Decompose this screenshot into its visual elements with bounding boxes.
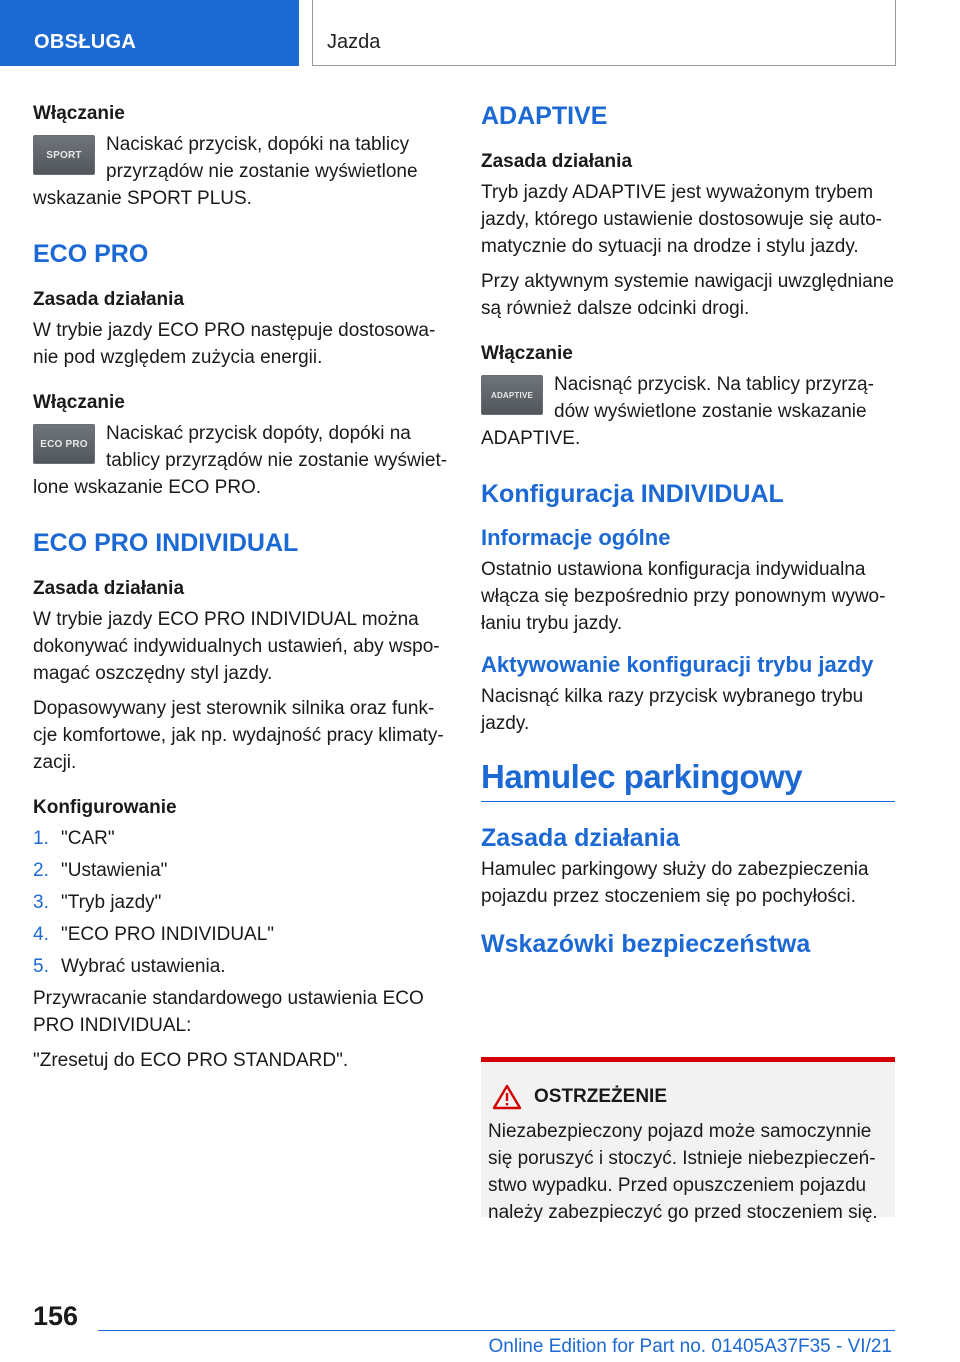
reset-value: "Zresetuj do ECO PRO STANDARD". <box>33 1050 349 1071</box>
warning-header <box>488 1084 887 1110</box>
warning-box <box>481 1057 895 1223</box>
list-number: 4. <box>33 924 49 945</box>
sport-on-text: Naciskać przycisk, dopóki na tablicy przyrządów nie zostanie wyświetlone wskazanie SPORT PLUS. <box>33 134 418 209</box>
safety-notes-title: Wskazówki bezpieczeństwa <box>481 930 811 958</box>
sport-button-label: SPORT <box>46 149 82 161</box>
config-heading: Konfigurowanie <box>33 797 177 818</box>
eco-principle-heading: Zasada działania <box>33 289 185 310</box>
eco-ind-text-2: Dopasowywany jest sterownik silnika oraz funk- cje komfortowe, jak np. wydajność pracy klimaty- zacji. <box>33 698 444 773</box>
adaptive-on-heading: Włączanie <box>481 343 573 364</box>
eco-ind-principle-heading: Zasada działania <box>33 578 185 599</box>
adaptive-principle-heading: Zasada działania <box>481 151 633 172</box>
config-steps-list <box>33 825 448 980</box>
list-number: 1. <box>33 828 49 849</box>
adaptive-on-block <box>481 371 895 452</box>
eco-principle-text: W trybie jazdy ECO PRO następuje dostosowa- nie pod względem zużycia energii. <box>33 320 436 368</box>
list-number: 3. <box>33 892 49 913</box>
eco-pro-button-image <box>33 424 95 464</box>
list-item <box>33 857 448 884</box>
header-chapter-label: Jazda <box>327 31 381 53</box>
sport-on-block <box>33 131 448 212</box>
adaptive-text-2: Przy aktywnym systemie nawigacji uwzględniane są również dalsze odcinki drogi. <box>481 271 894 319</box>
footer-edition: Online Edition for Part no. 01405A37F35 - VI/21 <box>488 1336 892 1357</box>
list-text: "Tryb jazdy" <box>61 892 162 913</box>
list-text: Wybrać ustawienia. <box>61 956 226 977</box>
parking-principle-text: Hamulec parkingowy służy do zabezpieczenia pojazdu przez stoczeniem się po pochyłości. <box>481 859 869 907</box>
eco-on-text: Naciskać przycisk dopóty, dopóki na tablicy przyrządów nie zostanie wyświet- lone wskazanie ECO PRO. <box>33 423 448 498</box>
adaptive-button-image <box>481 375 543 415</box>
parking-brake-title: Hamulec parkingowy <box>481 757 895 802</box>
eco-ind-text-1: W trybie jazdy ECO PRO INDIVIDUAL można dokonywać indywidualnych ustawień, aby wspo- magać oszczędny styl jazdy. <box>33 609 440 684</box>
eco-pro-button-label: ECO PRO <box>40 438 88 450</box>
activate-config-heading: Aktywowanie konfiguracji trybu jazdy <box>481 652 874 677</box>
warning-title: OSTRZEŻENIE <box>534 1086 668 1107</box>
sport-on-heading: Włączanie <box>33 103 125 124</box>
header-section-tab <box>0 0 299 66</box>
list-item <box>33 921 448 948</box>
list-item <box>33 953 448 980</box>
general-info-heading: Informacje ogólne <box>481 525 671 550</box>
warning-text: Niezabezpieczony pojazd może samoczynnie się poruszyć i stoczyć. Istnieje niebezpieczeń- stwo wypadku. Przed opuszczeniem pojazdu należy zabezpieczyć go przed stoczeniem się. <box>488 1121 878 1223</box>
footer-divider <box>98 1330 895 1331</box>
parking-principle-heading: Zasada działania <box>481 824 680 852</box>
adaptive-text-1: Tryb jazdy ADAPTIVE jest wyważonym trybem jazdy, którego ustawienie dostosowuje się auto- matycznie do sytuacji na drodze i stylu jazdy. <box>481 182 882 257</box>
list-item <box>33 825 448 852</box>
list-number: 5. <box>33 956 49 977</box>
adaptive-on-text: Nacisnąć przycisk. Na tablicy przyrzą- dów wyświetlone zostanie wskazanie ADAPTIVE. <box>481 374 874 449</box>
header-chapter-tab <box>312 0 896 66</box>
eco-pro-title: ECO PRO <box>33 240 149 268</box>
activate-config-text: Nacisnąć kilka razy przycisk wybranego trybu jazdy. <box>481 686 864 734</box>
general-info-text: Ostatnio ustawiona konfiguracja indywidualna włącza się bezpośrednio przy ponownym wywo- łaniu trybu jazdy. <box>481 559 886 634</box>
reset-text: Przywracanie standardowego ustawienia ECO PRO INDIVIDUAL: <box>33 988 424 1036</box>
right-column <box>481 100 895 960</box>
header-section-label: OBSŁUGA <box>34 31 137 53</box>
warning-triangle-icon <box>492 1084 522 1110</box>
adaptive-button-label: ADAPTIVE <box>490 390 534 400</box>
left-column <box>33 100 448 1082</box>
eco-on-block <box>33 420 448 501</box>
sport-button-image <box>33 135 95 175</box>
list-item <box>33 889 448 916</box>
eco-on-heading: Włączanie <box>33 392 125 413</box>
individual-config-title: Konfiguracja INDIVIDUAL <box>481 480 784 508</box>
adaptive-title: ADAPTIVE <box>481 102 608 130</box>
list-text: "CAR" <box>61 828 115 849</box>
list-text: "Ustawienia" <box>61 860 168 881</box>
eco-pro-individual-title: ECO PRO INDIVIDUAL <box>33 529 299 557</box>
page-number: 156 <box>33 1301 79 1331</box>
list-number: 2. <box>33 860 49 881</box>
list-text: "ECO PRO INDIVIDUAL" <box>61 924 275 945</box>
